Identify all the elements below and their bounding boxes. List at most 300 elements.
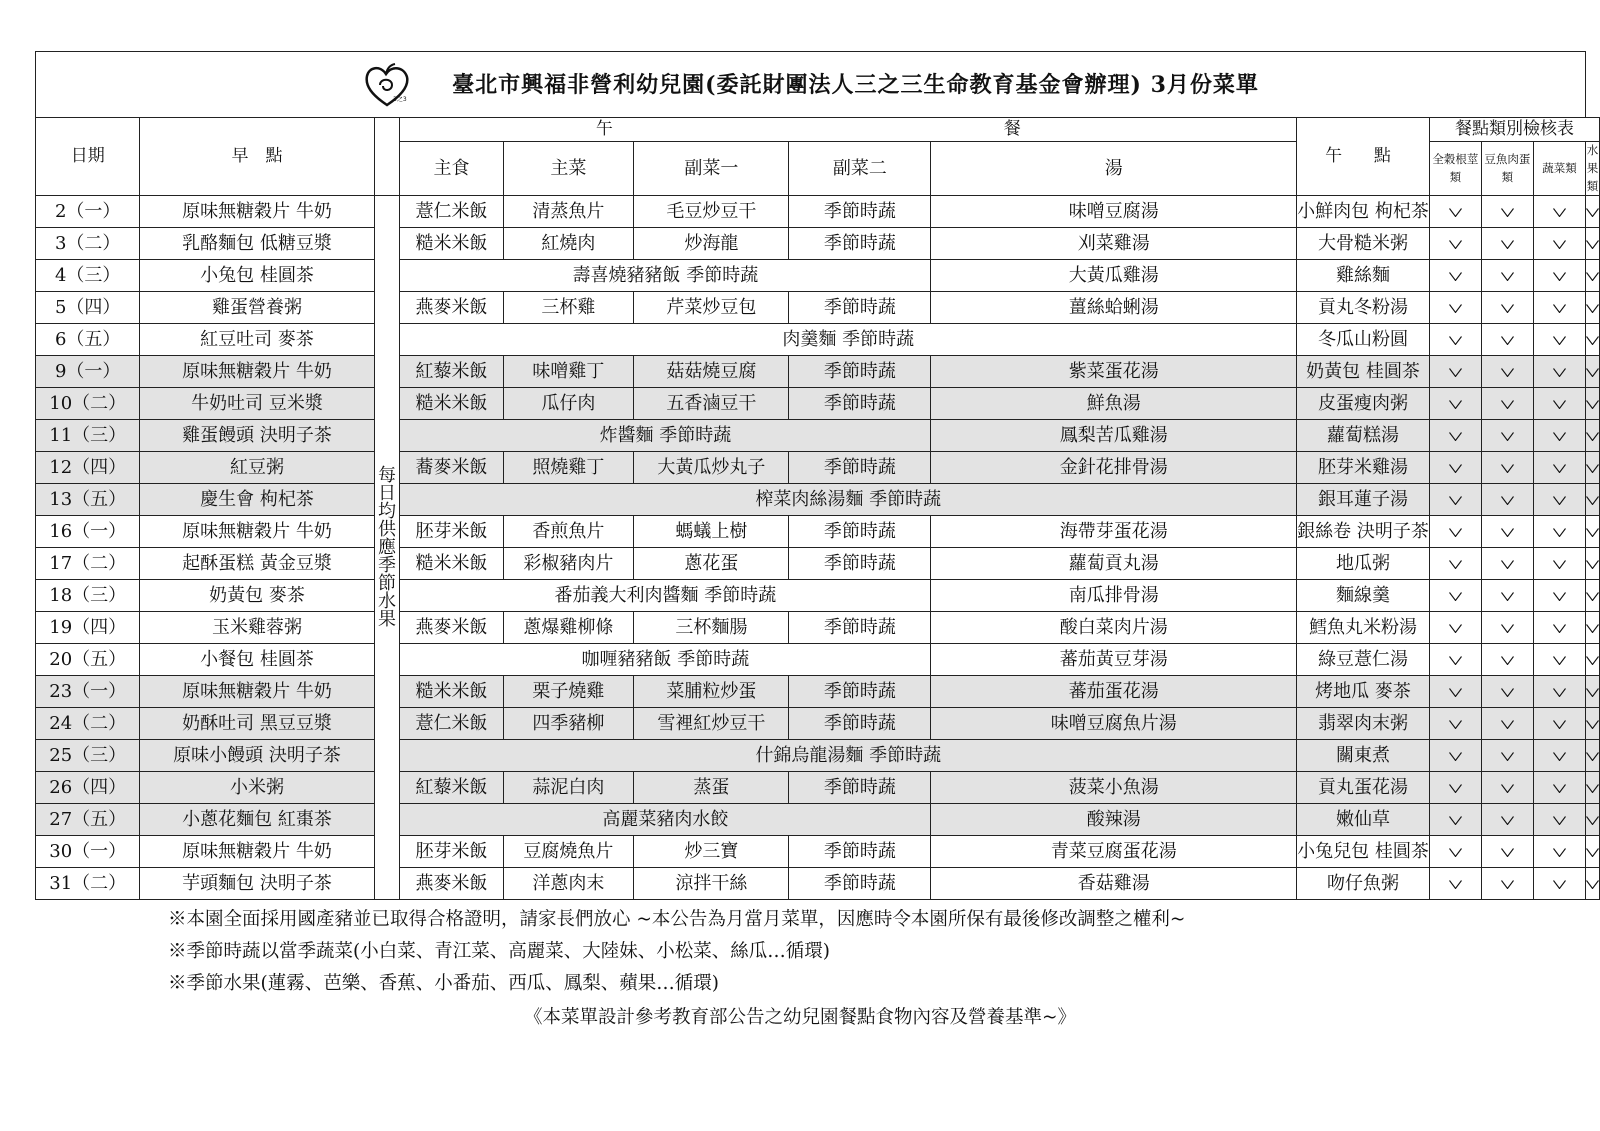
check-mark-icon: [1449, 592, 1462, 601]
notes: [168, 904, 1185, 1000]
menu-row: [36, 772, 1600, 804]
check-mark-icon: [1553, 784, 1566, 793]
snack-header: [1297, 118, 1430, 196]
main-dish-cell: 豆腐燒魚片: [503, 836, 634, 868]
grain-check-header: 全穀根莖類: [1429, 142, 1481, 196]
side-dish-2-cell: 季節時蔬: [789, 548, 931, 580]
protein-check-cell: [1481, 804, 1533, 836]
check-mark-icon: [1501, 592, 1514, 601]
date-cell: 4（三）: [36, 260, 140, 292]
title-cell: [36, 52, 1586, 118]
check-mark-icon: [1449, 240, 1462, 249]
check-mark-icon: [1586, 240, 1599, 249]
check-mark-icon: [1586, 432, 1599, 441]
menu-row: [36, 644, 1600, 676]
check-mark-icon: [1501, 336, 1514, 345]
protein-check-cell: [1481, 260, 1533, 292]
main-dish-cell: 洋蔥肉末: [503, 868, 634, 900]
check-mark-icon: [1501, 272, 1514, 281]
breakfast-cell: 原味無糖穀片 牛奶: [140, 356, 374, 388]
check-mark-icon: [1553, 432, 1566, 441]
soup-cell: 青菜豆腐蛋花湯: [931, 836, 1297, 868]
check-mark-icon: [1553, 496, 1566, 505]
vegetable-check-cell: [1533, 484, 1585, 516]
menu-row: [36, 548, 1600, 580]
date-header: 日期: [36, 118, 140, 196]
snack-cell: 蘿蔔糕湯: [1297, 420, 1430, 452]
side-dish-2-cell: 季節時蔬: [789, 228, 931, 260]
breakfast-cell: 小米粥: [140, 772, 374, 804]
check-mark-icon: [1553, 464, 1566, 473]
check-mark-icon: [1501, 464, 1514, 473]
check-mark-icon: [1553, 816, 1566, 825]
check-mark-icon: [1501, 432, 1514, 441]
main-food-cell: 糙米米飯: [400, 676, 503, 708]
main-dish-cell: 味噌雞丁: [503, 356, 634, 388]
date-cell: 6（五）: [36, 324, 140, 356]
snack-cell: 鱈魚丸米粉湯: [1297, 612, 1430, 644]
date-cell: 19（四）: [36, 612, 140, 644]
check-mark-icon: [1586, 368, 1599, 377]
menu-row: [36, 708, 1600, 740]
side-dish-1-cell: 菇菇燒豆腐: [634, 356, 789, 388]
breakfast-cell: 玉米雞蓉粥: [140, 612, 374, 644]
side-dish-1-cell: 雪裡紅炒豆干: [634, 708, 789, 740]
check-mark-icon: [1586, 208, 1599, 217]
protein-check-cell: [1481, 548, 1533, 580]
side-dish-2-cell: 季節時蔬: [789, 388, 931, 420]
breakfast-cell: 小蔥花麵包 紅棗茶: [140, 804, 374, 836]
menu-row: [36, 740, 1600, 772]
vegetable-check-cell: [1533, 420, 1585, 452]
check-mark-icon: [1553, 688, 1566, 697]
soup-header: 湯: [931, 142, 1297, 196]
vegetable-check-cell: [1533, 548, 1585, 580]
side-dish-2-header: 副菜二: [789, 142, 931, 196]
check-mark-icon: [1449, 688, 1462, 697]
side-dish-1-cell: 炒海龍: [634, 228, 789, 260]
check-table-header: 餐點類別檢核表: [1429, 118, 1599, 142]
lunch-combined-cell: 咖喱豬豬飯 季節時蔬: [400, 644, 931, 676]
check-mark-icon: [1449, 208, 1462, 217]
check-mark-icon: [1501, 560, 1514, 569]
grain-check-cell: [1429, 676, 1481, 708]
grain-check-cell: [1429, 228, 1481, 260]
protein-check-cell: [1481, 644, 1533, 676]
date-cell: 24（二）: [36, 708, 140, 740]
date-cell: 25（三）: [36, 740, 140, 772]
check-mark-icon: [1553, 848, 1566, 857]
snack-cell: 銀絲卷 決明子茶: [1297, 516, 1430, 548]
menu-row: [36, 516, 1600, 548]
check-mark-icon: [1553, 240, 1566, 249]
check-mark-icon: [1553, 368, 1566, 377]
main-dish-cell: 照燒雞丁: [503, 452, 634, 484]
protein-check-cell: [1481, 740, 1533, 772]
main-food-header: 主食: [400, 142, 503, 196]
fruit-check-cell: [1586, 804, 1600, 836]
grain-check-cell: [1429, 772, 1481, 804]
check-mark-icon: [1449, 848, 1462, 857]
fruit-check-cell: [1586, 228, 1600, 260]
check-mark-icon: [1586, 400, 1599, 409]
grain-check-cell: [1429, 484, 1481, 516]
lunch-header-right: 餐: [1003, 119, 1021, 139]
menu-row: [36, 612, 1600, 644]
check-mark-icon: [1501, 304, 1514, 313]
main-dish-cell: 清蒸魚片: [503, 196, 634, 228]
snack-cell: 烤地瓜 麥茶: [1297, 676, 1430, 708]
grain-check-cell: [1429, 356, 1481, 388]
fruit-check-cell: [1586, 740, 1600, 772]
main-dish-cell: 彩椒豬肉片: [503, 548, 634, 580]
main-dish-cell: 紅燒肉: [503, 228, 634, 260]
fruit-check-cell: [1586, 388, 1600, 420]
vegetable-check-cell: [1533, 836, 1585, 868]
snack-header-left: 午: [1325, 146, 1343, 167]
breakfast-cell: 原味無糖穀片 牛奶: [140, 196, 374, 228]
footer-note: 《本菜單設計參考教育部公告之幼兒園餐點食物內容及營養基準~》: [523, 1007, 1076, 1028]
main-food-cell: 燕麥米飯: [400, 868, 503, 900]
fruit-check-cell: [1586, 356, 1600, 388]
breakfast-cell: 起酥蛋糕 黃金豆漿: [140, 548, 374, 580]
vegetable-check-cell: [1533, 260, 1585, 292]
breakfast-cell: 原味無糖穀片 牛奶: [140, 676, 374, 708]
check-mark-icon: [1553, 400, 1566, 409]
lunch-combined-cell: 炸醬麵 季節時蔬: [400, 420, 931, 452]
fruit-check-cell: [1586, 580, 1600, 612]
check-mark-icon: [1586, 656, 1599, 665]
check-mark-icon: [1449, 816, 1462, 825]
grain-check-cell: [1429, 836, 1481, 868]
breakfast-cell: 芋頭麵包 決明子茶: [140, 868, 374, 900]
check-mark-icon: [1501, 656, 1514, 665]
side-dish-2-cell: 季節時蔬: [789, 772, 931, 804]
check-mark-icon: [1553, 304, 1566, 313]
lunch-combined-cell: 番茄義大利肉醬麵 季節時蔬: [400, 580, 931, 612]
check-mark-icon: [1586, 848, 1599, 857]
fruit-check-cell: [1586, 260, 1600, 292]
main-dish-cell: 蒜泥白肉: [503, 772, 634, 804]
date-cell: 2（一）: [36, 196, 140, 228]
soup-cell: 菠菜小魚湯: [931, 772, 1297, 804]
grain-check-cell: [1429, 804, 1481, 836]
vegetable-check-cell: [1533, 868, 1585, 900]
breakfast-cell: 小餐包 桂圓茶: [140, 644, 374, 676]
check-mark-icon: [1449, 528, 1462, 537]
check-mark-icon: [1586, 688, 1599, 697]
check-mark-icon: [1586, 720, 1599, 729]
check-mark-icon: [1586, 880, 1599, 889]
protein-check-cell: [1481, 868, 1533, 900]
vegetable-check-cell: [1533, 804, 1585, 836]
date-cell: 5（四）: [36, 292, 140, 324]
fruit-check-header: 水果類: [1586, 142, 1600, 196]
fruit-check-cell: [1586, 548, 1600, 580]
vegetable-check-cell: [1533, 356, 1585, 388]
check-mark-icon: [1553, 880, 1566, 889]
side-dish-1-cell: 五香滷豆干: [634, 388, 789, 420]
date-cell: 31（二）: [36, 868, 140, 900]
menu-body: [36, 196, 1600, 900]
snack-cell: 嫩仙草: [1297, 804, 1430, 836]
snack-cell: 吻仔魚粥: [1297, 868, 1430, 900]
svg-text:3之3: 3之3: [393, 95, 407, 103]
check-mark-icon: [1449, 336, 1462, 345]
breakfast-cell: 奶黃包 麥茶: [140, 580, 374, 612]
check-mark-icon: [1501, 528, 1514, 537]
check-mark-icon: [1586, 784, 1599, 793]
side-dish-1-header: 副菜一: [634, 142, 789, 196]
main-food-cell: 糙米米飯: [400, 228, 503, 260]
breakfast-cell: 紅豆粥: [140, 452, 374, 484]
check-mark-icon: [1553, 336, 1566, 345]
lunch-combined-cell: 什錦烏龍湯麵 季節時蔬: [400, 740, 1297, 772]
grain-check-cell: [1429, 740, 1481, 772]
fruit-check-cell: [1586, 324, 1600, 356]
snack-cell: 翡翠肉末粥: [1297, 708, 1430, 740]
side-dish-2-cell: 季節時蔬: [789, 836, 931, 868]
grain-check-cell: [1429, 260, 1481, 292]
main-food-cell: 燕麥米飯: [400, 612, 503, 644]
fruit-check-cell: [1586, 708, 1600, 740]
side-dish-1-cell: 菜脯粒炒蛋: [634, 676, 789, 708]
date-cell: 23（一）: [36, 676, 140, 708]
lunch-combined-cell: 高麗菜豬肉水餃: [400, 804, 931, 836]
check-mark-icon: [1449, 880, 1462, 889]
grain-check-cell: [1429, 452, 1481, 484]
check-mark-icon: [1501, 880, 1514, 889]
side-dish-1-cell: 涼拌干絲: [634, 868, 789, 900]
date-cell: 27（五）: [36, 804, 140, 836]
menu-row: [36, 484, 1600, 516]
protein-check-cell: [1481, 356, 1533, 388]
protein-check-cell: [1481, 324, 1533, 356]
date-cell: 13（五）: [36, 484, 140, 516]
fruit-check-cell: [1586, 612, 1600, 644]
fruit-check-cell: [1586, 676, 1600, 708]
check-mark-icon: [1501, 848, 1514, 857]
grain-check-cell: [1429, 612, 1481, 644]
vegetable-check-header: 蔬菜類: [1533, 142, 1585, 196]
breakfast-header: 早 點: [140, 118, 374, 196]
fruit-note: 每日均供應季節水果: [377, 464, 396, 630]
check-mark-icon: [1553, 720, 1566, 729]
check-mark-icon: [1449, 432, 1462, 441]
main-food-cell: 胚芽米飯: [400, 836, 503, 868]
soup-cell: 味噌豆腐湯: [931, 196, 1297, 228]
main-dish-cell: 四季豬柳: [503, 708, 634, 740]
grain-check-cell: [1429, 708, 1481, 740]
vegetable-check-cell: [1533, 324, 1585, 356]
vegetable-check-cell: [1533, 740, 1585, 772]
grain-check-cell: [1429, 324, 1481, 356]
menu-row: [36, 292, 1600, 324]
main-food-cell: 薏仁米飯: [400, 708, 503, 740]
snack-cell: 奶黃包 桂圓茶: [1297, 356, 1430, 388]
grain-check-cell: [1429, 548, 1481, 580]
side-dish-2-cell: 季節時蔬: [789, 452, 931, 484]
check-mark-icon: [1553, 752, 1566, 761]
vegetable-check-cell: [1533, 292, 1585, 324]
menu-row: [36, 452, 1600, 484]
menu-row: [36, 804, 1600, 836]
date-cell: 11（三）: [36, 420, 140, 452]
vegetable-check-cell: [1533, 708, 1585, 740]
side-dish-1-cell: 毛豆炒豆干: [634, 196, 789, 228]
breakfast-cell: 乳酪麵包 低糖豆漿: [140, 228, 374, 260]
check-mark-icon: [1449, 656, 1462, 665]
menu-row: [36, 228, 1600, 260]
side-dish-2-cell: 季節時蔬: [789, 708, 931, 740]
fruit-check-cell: [1586, 836, 1600, 868]
vegetable-check-cell: [1533, 388, 1585, 420]
snack-cell: 貢丸蛋花湯: [1297, 772, 1430, 804]
check-mark-icon: [1586, 272, 1599, 281]
protein-check-cell: [1481, 516, 1533, 548]
snack-header-right: 點: [1373, 146, 1391, 167]
check-mark-icon: [1553, 592, 1566, 601]
note-vegetables: ※季節時蔬以當季蔬菜(小白菜、青江菜、高麗菜、大陸妹、小松菜、絲瓜…循環): [168, 941, 830, 962]
main-food-cell: 紅藜米飯: [400, 772, 503, 804]
breakfast-cell: 小兔包 桂圓茶: [140, 260, 374, 292]
breakfast-cell: 原味無糖穀片 牛奶: [140, 516, 374, 548]
soup-cell: 香菇雞湯: [931, 868, 1297, 900]
main-food-cell: 薏仁米飯: [400, 196, 503, 228]
vegetable-check-cell: [1533, 228, 1585, 260]
heart-logo-icon: [362, 61, 412, 109]
snack-cell: 小兔兒包 桂圓茶: [1297, 836, 1430, 868]
side-dish-1-cell: 三杯麵腸: [634, 612, 789, 644]
protein-check-cell: [1481, 484, 1533, 516]
snack-cell: 胚芽米雞湯: [1297, 452, 1430, 484]
side-dish-1-cell: 蔥花蛋: [634, 548, 789, 580]
protein-check-cell: [1481, 580, 1533, 612]
menu-row: [36, 836, 1600, 868]
check-mark-icon: [1449, 560, 1462, 569]
check-mark-icon: [1586, 496, 1599, 505]
breakfast-cell: 原味無糖穀片 牛奶: [140, 836, 374, 868]
vegetable-check-cell: [1533, 580, 1585, 612]
check-mark-icon: [1449, 720, 1462, 729]
grain-check-cell: [1429, 644, 1481, 676]
snack-cell: 冬瓜山粉圓: [1297, 324, 1430, 356]
main-food-cell: 燕麥米飯: [400, 292, 503, 324]
lunch-combined-cell: 肉羹麵 季節時蔬: [400, 324, 1297, 356]
check-mark-icon: [1449, 272, 1462, 281]
protein-check-cell: [1481, 292, 1533, 324]
main-food-cell: 糙米米飯: [400, 548, 503, 580]
main-food-cell: 糙米米飯: [400, 388, 503, 420]
check-mark-icon: [1586, 816, 1599, 825]
snack-cell: 小鮮肉包 枸杞茶: [1297, 196, 1430, 228]
grain-check-cell: [1429, 388, 1481, 420]
soup-cell: 薑絲蛤蜊湯: [931, 292, 1297, 324]
side-dish-1-cell: 大黃瓜炒丸子: [634, 452, 789, 484]
soup-cell: 南瓜排骨湯: [931, 580, 1297, 612]
check-mark-icon: [1586, 560, 1599, 569]
check-mark-icon: [1553, 656, 1566, 665]
protein-check-header: 豆魚肉蛋類: [1481, 142, 1533, 196]
check-mark-icon: [1501, 688, 1514, 697]
breakfast-cell: 原味小饅頭 決明子茶: [140, 740, 374, 772]
breakfast-cell: 奶酥吐司 黑豆豆漿: [140, 708, 374, 740]
protein-check-cell: [1481, 676, 1533, 708]
grain-check-cell: [1429, 420, 1481, 452]
vegetable-check-cell: [1533, 676, 1585, 708]
check-mark-icon: [1586, 752, 1599, 761]
side-dish-2-cell: 季節時蔬: [789, 356, 931, 388]
fruit-note-cell: [374, 196, 400, 900]
lunch-combined-cell: 壽喜燒豬豬飯 季節時蔬: [400, 260, 931, 292]
soup-cell: 金針花排骨湯: [931, 452, 1297, 484]
vegetable-check-cell: [1533, 644, 1585, 676]
check-mark-icon: [1449, 464, 1462, 473]
date-cell: 9（一）: [36, 356, 140, 388]
date-cell: 16（一）: [36, 516, 140, 548]
menu-table: [35, 51, 1600, 900]
menu-row: [36, 580, 1600, 612]
date-cell: 10（二）: [36, 388, 140, 420]
fruit-check-cell: [1586, 484, 1600, 516]
main-dish-cell: 瓜仔肉: [503, 388, 634, 420]
side-dish-2-cell: 季節時蔬: [789, 292, 931, 324]
soup-cell: 蕃茄黃豆芽湯: [931, 644, 1297, 676]
side-dish-1-cell: 炒三寶: [634, 836, 789, 868]
snack-cell: 麵線羹: [1297, 580, 1430, 612]
snack-cell: 銀耳蓮子湯: [1297, 484, 1430, 516]
vegetable-check-cell: [1533, 772, 1585, 804]
side-dish-1-cell: 螞蟻上樹: [634, 516, 789, 548]
main-dish-cell: 栗子燒雞: [503, 676, 634, 708]
menu-row: [36, 324, 1600, 356]
soup-cell: 鳳梨苦瓜雞湯: [931, 420, 1297, 452]
check-mark-icon: [1449, 752, 1462, 761]
check-mark-icon: [1586, 336, 1599, 345]
fruit-check-cell: [1586, 644, 1600, 676]
fruit-check-cell: [1586, 516, 1600, 548]
menu-row: [36, 676, 1600, 708]
soup-cell: 大黃瓜雞湯: [931, 260, 1297, 292]
soup-cell: 海帶芽蛋花湯: [931, 516, 1297, 548]
check-mark-icon: [1501, 624, 1514, 633]
date-cell: 17（二）: [36, 548, 140, 580]
breakfast-cell: 牛奶吐司 豆米漿: [140, 388, 374, 420]
date-cell: 3（二）: [36, 228, 140, 260]
check-mark-icon: [1449, 400, 1462, 409]
snack-cell: 貢丸冬粉湯: [1297, 292, 1430, 324]
soup-cell: 紫菜蛋花湯: [931, 356, 1297, 388]
protein-check-cell: [1481, 452, 1533, 484]
menu-row: [36, 388, 1600, 420]
soup-cell: 蕃茄蛋花湯: [931, 676, 1297, 708]
main-food-cell: 蕎麥米飯: [400, 452, 503, 484]
breakfast-cell: 雞蛋營養粥: [140, 292, 374, 324]
vegetable-check-cell: [1533, 196, 1585, 228]
fruit-check-cell: [1586, 292, 1600, 324]
date-cell: 20（五）: [36, 644, 140, 676]
check-mark-icon: [1501, 720, 1514, 729]
fruit-check-cell: [1586, 420, 1600, 452]
main-dish-cell: 香煎魚片: [503, 516, 634, 548]
protein-check-cell: [1481, 420, 1533, 452]
protein-check-cell: [1481, 772, 1533, 804]
date-cell: 26（四）: [36, 772, 140, 804]
check-mark-icon: [1501, 400, 1514, 409]
lunch-combined-cell: 榨菜肉絲湯麵 季節時蔬: [400, 484, 1297, 516]
main-dish-header: 主菜: [503, 142, 634, 196]
soup-cell: 味噌豆腐魚片湯: [931, 708, 1297, 740]
